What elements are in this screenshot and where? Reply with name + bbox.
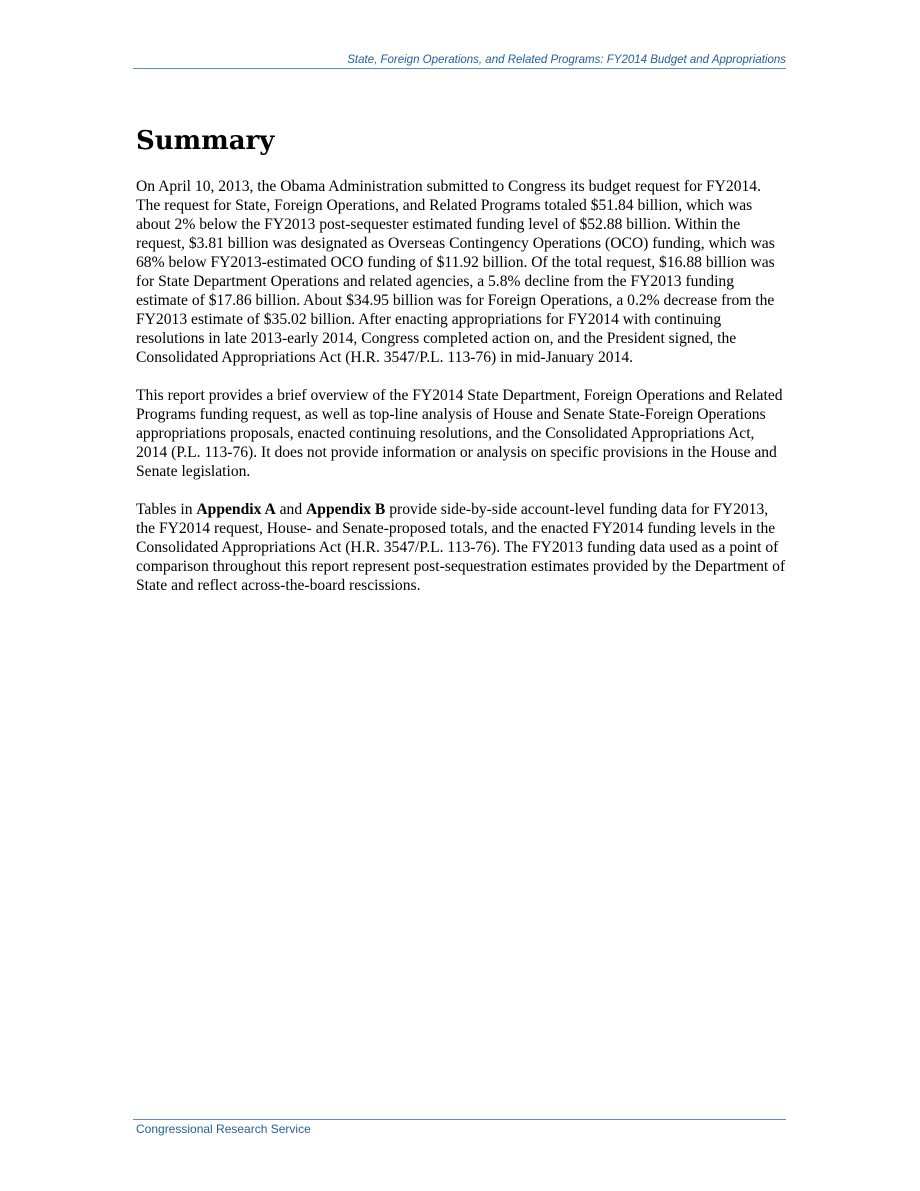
running-header-title: State, Foreign Operations, and Related Programs: FY2014 Budget and Appropriations	[347, 54, 786, 66]
section-title: Summary	[136, 126, 275, 156]
appendix-b-reference: Appendix B	[306, 501, 386, 518]
footer-organization: Congressional Research Service	[136, 1122, 311, 1136]
summary-paragraph-3	[136, 500, 786, 595]
footer-divider	[133, 1119, 786, 1120]
paragraph-3-text-1: Tables in	[136, 501, 197, 518]
summary-body	[136, 177, 786, 614]
header-divider	[133, 68, 786, 69]
paragraph-3-text-3: provide side-by-side account-level funding data for FY2013, the FY2014 request, House- and Senate-proposed totals, and the enacted FY2014 funding levels in the Consolidated Appropriations Act (H.R. 3547/P.L. 113-76). The FY2013 funding data used as a point of comparison throughout this report represent post-sequestration estimates provided by the Department of State and reflect across-the-board rescissions.	[136, 501, 786, 594]
paragraph-3-text-2: and	[275, 501, 307, 518]
appendix-a-reference: Appendix A	[196, 501, 276, 518]
summary-paragraph-1: On April 10, 2013, the Obama Administration submitted to Congress its budget request for FY2014. The request for State, Foreign Operations, and Related Programs totaled $51.84 billion, which was about 2% below the FY2013 post-sequester estimated funding level of $52.88 billion. Within the request, $3.81 billion was designated as Overseas Contingency Operations (OCO) funding, which was 68% below FY2013-estimated OCO funding of $11.92 billion. Of the total request, $16.88 billion was for State Department Operations and related agencies, a 5.8% decline from the FY2013 funding estimate of $17.86 billion. About $34.95 billion was for Foreign Operations, a 0.2% decrease from the FY2013 estimate of $35.02 billion. After enacting appropriations for FY2014 with continuing resolutions in late 2013-early 2014, Congress completed action on, and the President signed, the Consolidated Appropriations Act (H.R. 3547/P.L. 113-76) in mid-January 2014.	[136, 178, 775, 366]
summary-paragraph-2: This report provides a brief overview of the FY2014 State Department, Foreign Operations and Related Programs funding request, as well as top-line analysis of House and Senate State-Foreign Operations appropriations proposals, enacted continuing resolutions, and the Consolidated Appropriations Act, 2014 (P.L. 113-76). It does not provide information or analysis on specific provisions in the House and Senate legislation.	[136, 387, 783, 480]
